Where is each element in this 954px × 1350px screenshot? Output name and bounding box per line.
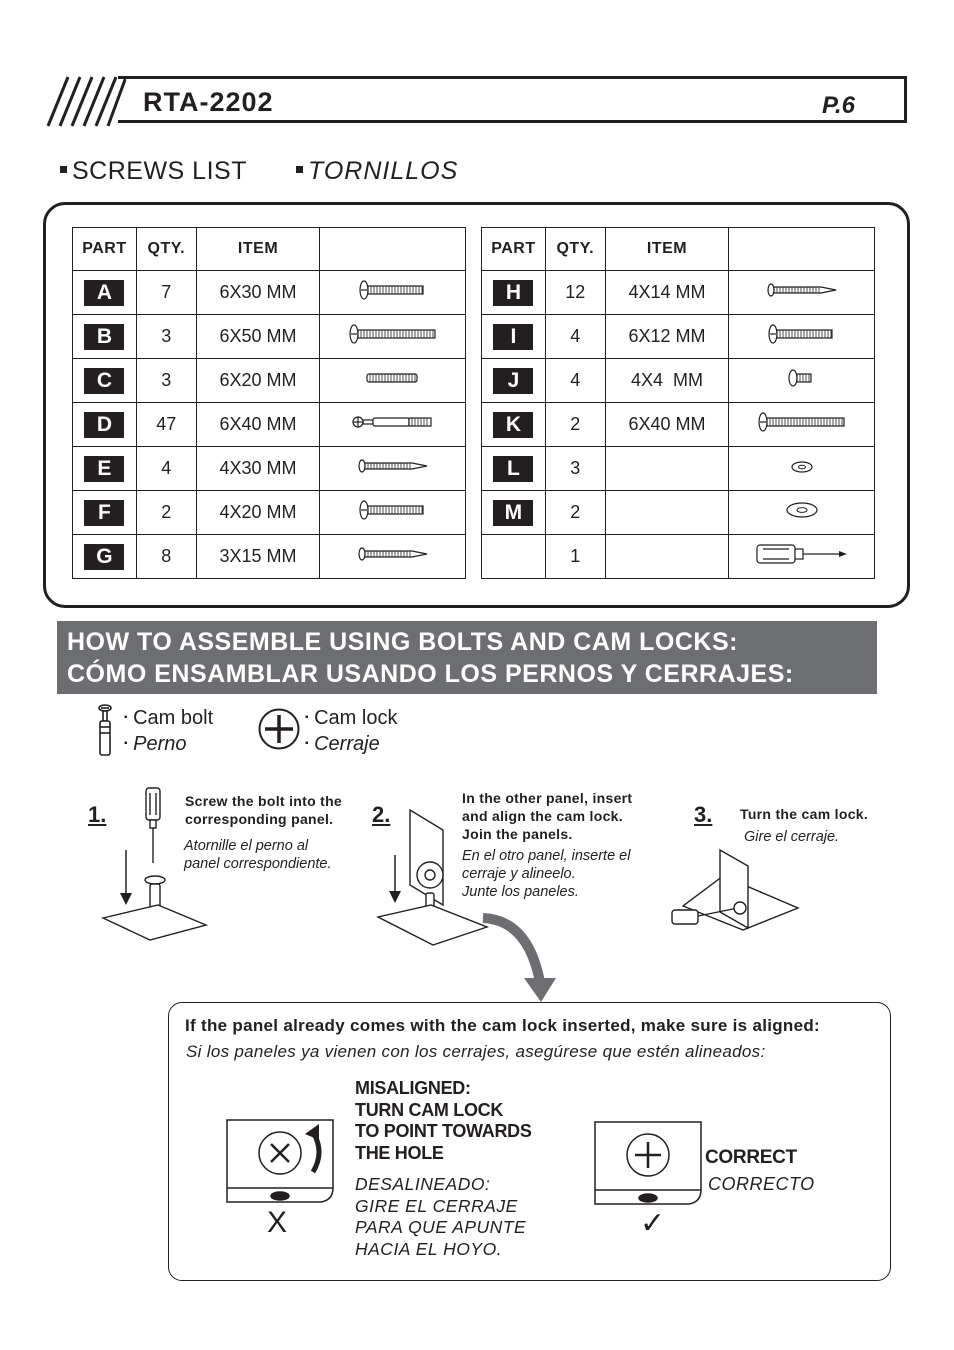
wood-screw-icon bbox=[320, 447, 466, 491]
qty-cell: 12 bbox=[545, 271, 605, 315]
part-badge: A bbox=[84, 280, 124, 306]
part-badge: K bbox=[493, 412, 533, 438]
item-cell: 6X20 MM bbox=[196, 359, 320, 403]
part-cell bbox=[73, 491, 137, 535]
part-badge: I bbox=[493, 324, 533, 350]
col-part: PART bbox=[482, 228, 546, 271]
item-cell: 6X50 MM bbox=[196, 315, 320, 359]
screw-icon bbox=[320, 271, 466, 315]
wood-screw-icon bbox=[320, 535, 466, 579]
legend-lock: ▪ Cam lock ▪ Cerraje bbox=[305, 707, 398, 755]
item-cell: 6X30 MM bbox=[196, 271, 320, 315]
step-1-illustration bbox=[98, 785, 208, 945]
screwdriver-icon bbox=[729, 535, 875, 579]
part-cell bbox=[73, 315, 137, 359]
table-row bbox=[482, 315, 875, 359]
table-row bbox=[73, 535, 466, 579]
col-image bbox=[320, 228, 466, 271]
note-text-es: Si los paneles ya vienen con los cerrajes, asegúrese que estén alineados: bbox=[186, 1042, 766, 1061]
table-row bbox=[482, 535, 875, 579]
part-badge: D bbox=[84, 412, 124, 438]
part-cell bbox=[482, 271, 546, 315]
part-badge: C bbox=[84, 368, 124, 394]
item-cell: 4X14 MM bbox=[605, 271, 729, 315]
step-3-text-en: Turn the cam lock. bbox=[740, 806, 869, 822]
qty-cell: 3 bbox=[136, 315, 196, 359]
col-qty: QTY. bbox=[545, 228, 605, 271]
step-2-number: 2. bbox=[372, 802, 391, 827]
col-part: PART bbox=[73, 228, 137, 271]
banner-line-es: CÓMO ENSAMBLAR USANDO LOS PERNOS Y CERRAJES: bbox=[67, 660, 794, 688]
step-2-illustration bbox=[375, 805, 490, 950]
col-item: ITEM bbox=[196, 228, 320, 271]
parts-table-right bbox=[481, 227, 875, 579]
legend-bolt: ▪ Cam bolt ▪ Perno bbox=[124, 707, 214, 755]
washer-icon bbox=[729, 447, 875, 491]
qty-cell: 4 bbox=[545, 359, 605, 403]
table-row bbox=[482, 271, 875, 315]
part-cell bbox=[482, 315, 546, 359]
col-item: ITEM bbox=[605, 228, 729, 271]
step-3-text-es: Gire el cerraje. bbox=[744, 829, 840, 845]
item-cell: 4X20 MM bbox=[196, 491, 320, 535]
part-cell bbox=[73, 535, 137, 579]
item-cell: 4X4 MM bbox=[605, 359, 729, 403]
cam-bolt-icon bbox=[320, 403, 466, 447]
part-badge: L bbox=[493, 456, 533, 482]
part-cell bbox=[482, 403, 546, 447]
item-cell bbox=[605, 491, 729, 535]
table-row bbox=[73, 359, 466, 403]
table-row bbox=[482, 359, 875, 403]
dowel-icon bbox=[320, 359, 466, 403]
screw-long-icon bbox=[320, 315, 466, 359]
part-cell bbox=[482, 359, 546, 403]
col-image bbox=[729, 228, 875, 271]
right-mark: ✓ bbox=[640, 1207, 666, 1240]
wood-screw-icon bbox=[729, 271, 875, 315]
misaligned-text-en: MISALIGNED: TURN CAM LOCK TO POINT TOWARDS THE HOLE bbox=[355, 1078, 532, 1163]
table-row bbox=[482, 403, 875, 447]
screw-icon bbox=[729, 315, 875, 359]
screws-list-title: SCREWS LIST bbox=[60, 157, 247, 186]
step-3-illustration bbox=[668, 848, 803, 938]
misaligned-text-es: DESALINEADO: GIRE EL CERRAJE PARA QUE APUNTE HACIA EL HOYO. bbox=[355, 1174, 527, 1259]
item-cell bbox=[605, 447, 729, 491]
qty-cell: 3 bbox=[136, 359, 196, 403]
curved-arrow-icon bbox=[478, 910, 558, 1005]
correct-text-es: CORRECTO bbox=[708, 1174, 815, 1194]
part-cell bbox=[73, 271, 137, 315]
part-badge: J bbox=[493, 368, 533, 394]
part-badge: H bbox=[493, 280, 533, 306]
part-badge: E bbox=[84, 456, 124, 482]
cam-lock-icon bbox=[257, 707, 301, 751]
correct-illustration bbox=[593, 1120, 705, 1210]
step-1-text-es: Atornille el perno al panel correspondiente. bbox=[184, 838, 332, 872]
part-cell bbox=[482, 491, 546, 535]
tornillos-title: TORNILLOS bbox=[296, 157, 458, 186]
qty-cell: 8 bbox=[136, 535, 196, 579]
step-1-text-en: Screw the bolt into the corresponding panel. bbox=[185, 793, 343, 827]
part-badge: M bbox=[493, 500, 533, 526]
parts-table-left bbox=[72, 227, 466, 579]
part-badge: G bbox=[84, 544, 124, 570]
screw-short-icon bbox=[729, 359, 875, 403]
step-2-text-en: In the other panel, insert and align the cam lock. Join the panels. bbox=[462, 790, 633, 842]
qty-cell: 2 bbox=[545, 491, 605, 535]
table-row bbox=[73, 315, 466, 359]
step-3-number: 3. bbox=[694, 802, 713, 827]
misaligned-illustration bbox=[225, 1118, 337, 1208]
assembly-banner bbox=[57, 621, 877, 694]
item-cell: 3X15 MM bbox=[196, 535, 320, 579]
part-cell bbox=[482, 447, 546, 491]
note-text-en: If the panel already comes with the cam lock inserted, make sure is aligned: bbox=[185, 1016, 821, 1035]
qty-cell: 3 bbox=[545, 447, 605, 491]
col-qty: QTY. bbox=[136, 228, 196, 271]
table-row bbox=[73, 447, 466, 491]
item-cell bbox=[605, 535, 729, 579]
part-cell bbox=[73, 403, 137, 447]
cam-bolt-icon bbox=[95, 703, 115, 759]
table-row bbox=[73, 271, 466, 315]
table-row bbox=[482, 447, 875, 491]
item-cell: 6X40 MM bbox=[605, 403, 729, 447]
table-row bbox=[482, 491, 875, 535]
part-badge: B bbox=[84, 324, 124, 350]
qty-cell: 4 bbox=[136, 447, 196, 491]
part-cell bbox=[482, 535, 546, 579]
correct-text-en: CORRECT bbox=[705, 1147, 797, 1168]
qty-cell: 2 bbox=[545, 403, 605, 447]
item-cell: 6X40 MM bbox=[196, 403, 320, 447]
qty-cell: 4 bbox=[545, 315, 605, 359]
part-badge: F bbox=[84, 500, 124, 526]
screw-long-icon bbox=[729, 403, 875, 447]
step-2-text-es: En el otro panel, inserte el cerraje y alineelo. Junte los paneles. bbox=[462, 848, 631, 900]
qty-cell: 1 bbox=[545, 535, 605, 579]
item-cell: 6X12 MM bbox=[605, 315, 729, 359]
table-row bbox=[73, 403, 466, 447]
banner-line-en: HOW TO ASSEMBLE USING BOLTS AND CAM LOCKS: bbox=[67, 628, 738, 656]
qty-cell: 2 bbox=[136, 491, 196, 535]
page-number: P.6 bbox=[822, 92, 855, 119]
item-cell: 4X30 MM bbox=[196, 447, 320, 491]
step-1-number: 1. bbox=[88, 802, 107, 827]
model-title: RTA-2202 bbox=[143, 87, 274, 117]
washer-large-icon bbox=[729, 491, 875, 535]
wrong-mark: X bbox=[267, 1206, 288, 1239]
qty-cell: 7 bbox=[136, 271, 196, 315]
header-stripes bbox=[46, 74, 126, 128]
screw-icon bbox=[320, 491, 466, 535]
table-row bbox=[73, 491, 466, 535]
part-cell bbox=[73, 359, 137, 403]
part-cell bbox=[73, 447, 137, 491]
qty-cell: 47 bbox=[136, 403, 196, 447]
